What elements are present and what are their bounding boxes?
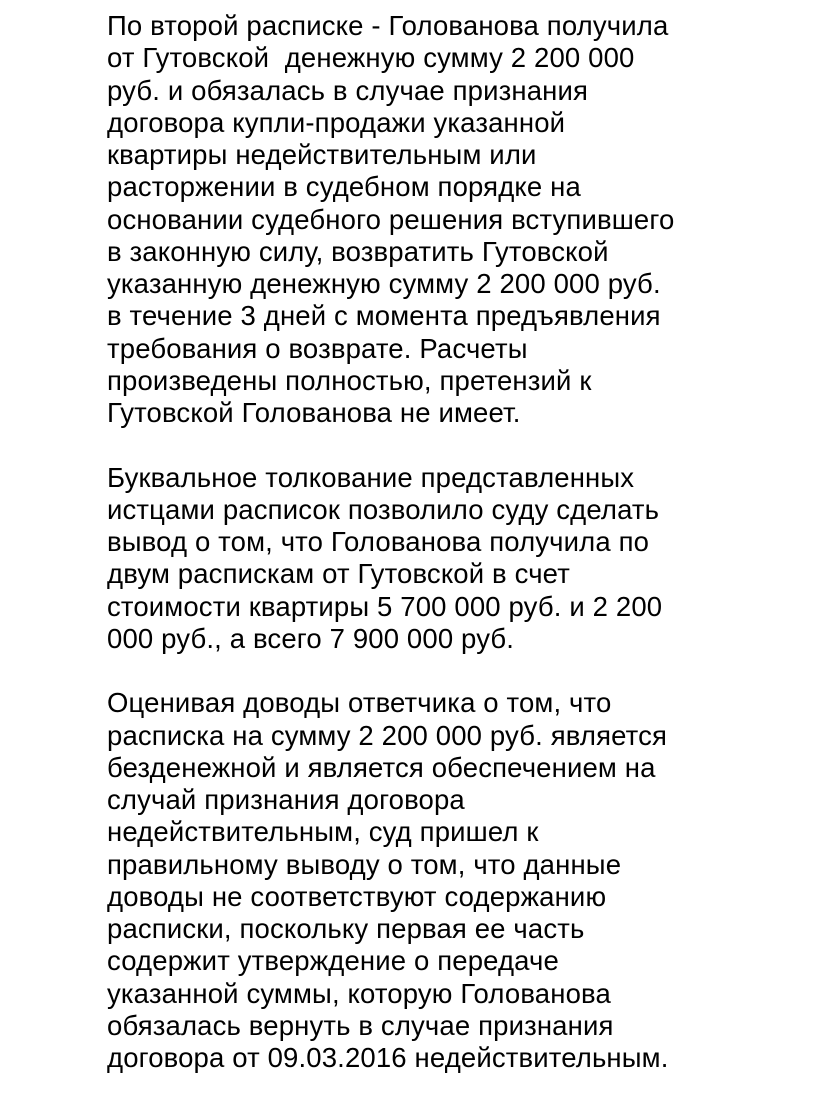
paragraph-line: обязалась вернуть в случае признания	[107, 1009, 614, 1041]
paragraph-line: расписка на сумму 2 200 000 руб. является	[107, 719, 668, 751]
paragraph-line: расторжении в судебном порядке на	[107, 171, 581, 203]
paragraph-line: доводы не соответствуют содержанию	[107, 880, 607, 912]
paragraph-line: основании судебного решения вступившего	[107, 203, 675, 235]
paragraph-line: содержит утверждение о передаче	[107, 945, 559, 977]
paragraph-line: квартиры недействительным или	[107, 139, 537, 170]
paragraph-line: в законную силу, возвратить Гутовской	[107, 235, 609, 267]
paragraph-3	[107, 687, 807, 1074]
paragraph-line: указанной суммы, которую Голованова	[107, 977, 611, 1009]
paragraph-line: вывод о том, что Голованова получила по	[107, 526, 650, 557]
paragraph-line: двум распискам от Гутовской в счет	[107, 558, 570, 590]
document-text	[107, 10, 807, 1107]
paragraph-line: произведены полностью, претензий к	[107, 364, 592, 396]
paragraph-line: безденежной и является обеспечением на	[107, 751, 656, 783]
paragraph-line: руб. и обязалась в случае признания	[107, 74, 589, 106]
paragraph-1	[107, 10, 807, 429]
paragraph-line: Гутовской Голованова не имеет.	[107, 397, 521, 428]
paragraph-line: По второй расписке - Голованова получила	[107, 10, 669, 41]
paragraph-line: истцами расписок позволило суду сделать	[107, 493, 660, 525]
paragraph-line: договора купли-продажи указанной	[107, 106, 566, 138]
paragraph-line: от Гутовской денежную сумму 2 200 000	[107, 42, 635, 74]
paragraph-2	[107, 462, 807, 656]
paragraph-line: стоимости квартиры 5 700 000 руб. и 2 200	[107, 590, 663, 622]
paragraph-line: договора от 09.03.2016 недействительным.	[107, 1042, 669, 1073]
paragraph-line: расписки, поскольку первая ее часть	[107, 913, 585, 944]
paragraph-line: указанную денежную сумму 2 200 000 руб.	[107, 268, 661, 299]
paragraph-line: в течение 3 дней с момента предъявления	[107, 300, 661, 332]
paragraph-line: Буквальное толкование представленных	[107, 461, 635, 493]
paragraph-line: случай признания договора	[107, 784, 465, 815]
paragraph-line: требования о возврате. Расчеты	[107, 332, 528, 364]
paragraph-line: Оценивая доводы ответчика о том, что	[107, 687, 612, 719]
paragraph-line: правильному выводу о том, что данные	[107, 848, 622, 880]
paragraph-line: 000 руб., а всего 7 900 000 руб.	[107, 622, 515, 654]
paragraph-line: недействительным, суд пришел к	[107, 816, 539, 848]
